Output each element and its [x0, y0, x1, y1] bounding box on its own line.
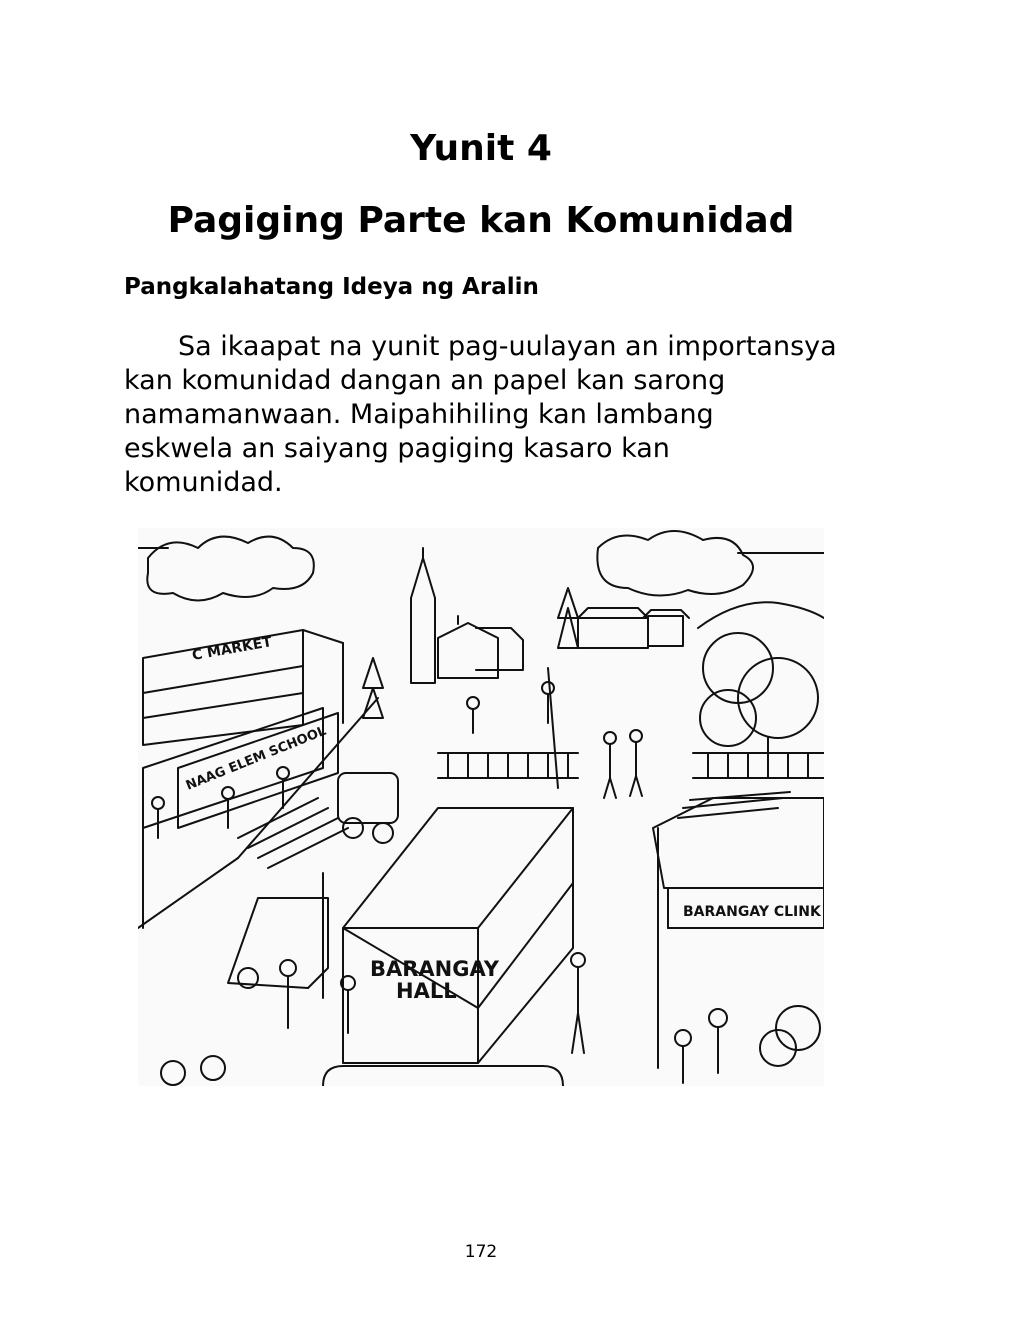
page-number: 172 [464, 1242, 498, 1262]
hills [698, 602, 824, 628]
paragraph-line-4: eskwela an saiyang pagiging kasaro kan [124, 433, 670, 464]
clinic-sign: BARANGAY CLINK [683, 904, 821, 920]
road [138, 668, 558, 928]
barangay-clinic [653, 792, 824, 1068]
section-heading: Pangkalahatang Ideya ng Aralin [124, 274, 539, 300]
fence [438, 753, 824, 778]
bottom-vehicle [323, 1066, 563, 1086]
unit-title: Yunit 4 [410, 128, 552, 169]
paragraph-line-2: kan komunidad dangan an papel kan sarong [124, 365, 726, 396]
paragraph-line-5: komunidad. [124, 467, 283, 498]
intro-paragraph [124, 330, 854, 500]
jeepney [228, 898, 328, 988]
church [411, 548, 523, 683]
clouds [138, 531, 824, 601]
trees [363, 588, 818, 768]
paragraph-line-1: Sa ikaapat na yunit pag-uulayan an importansya [178, 331, 837, 362]
hall-sign-line1: BARANGAY [370, 957, 499, 981]
chapter-title: Pagiging Parte kan Komunidad [167, 200, 795, 241]
hall-sign-line2: HALL [396, 979, 457, 1003]
people [152, 682, 727, 1085]
tricycle [338, 773, 398, 843]
community-illustration [138, 528, 824, 1086]
paragraph-line-3: namamanwaan. Maipahihiling kan lambang [124, 399, 714, 430]
distant-buildings [578, 608, 689, 648]
barangay-hall [323, 808, 573, 1063]
market-sign: C MARKET [190, 634, 274, 664]
school-sign: NAAG ELEM SCHOOL [183, 723, 329, 794]
